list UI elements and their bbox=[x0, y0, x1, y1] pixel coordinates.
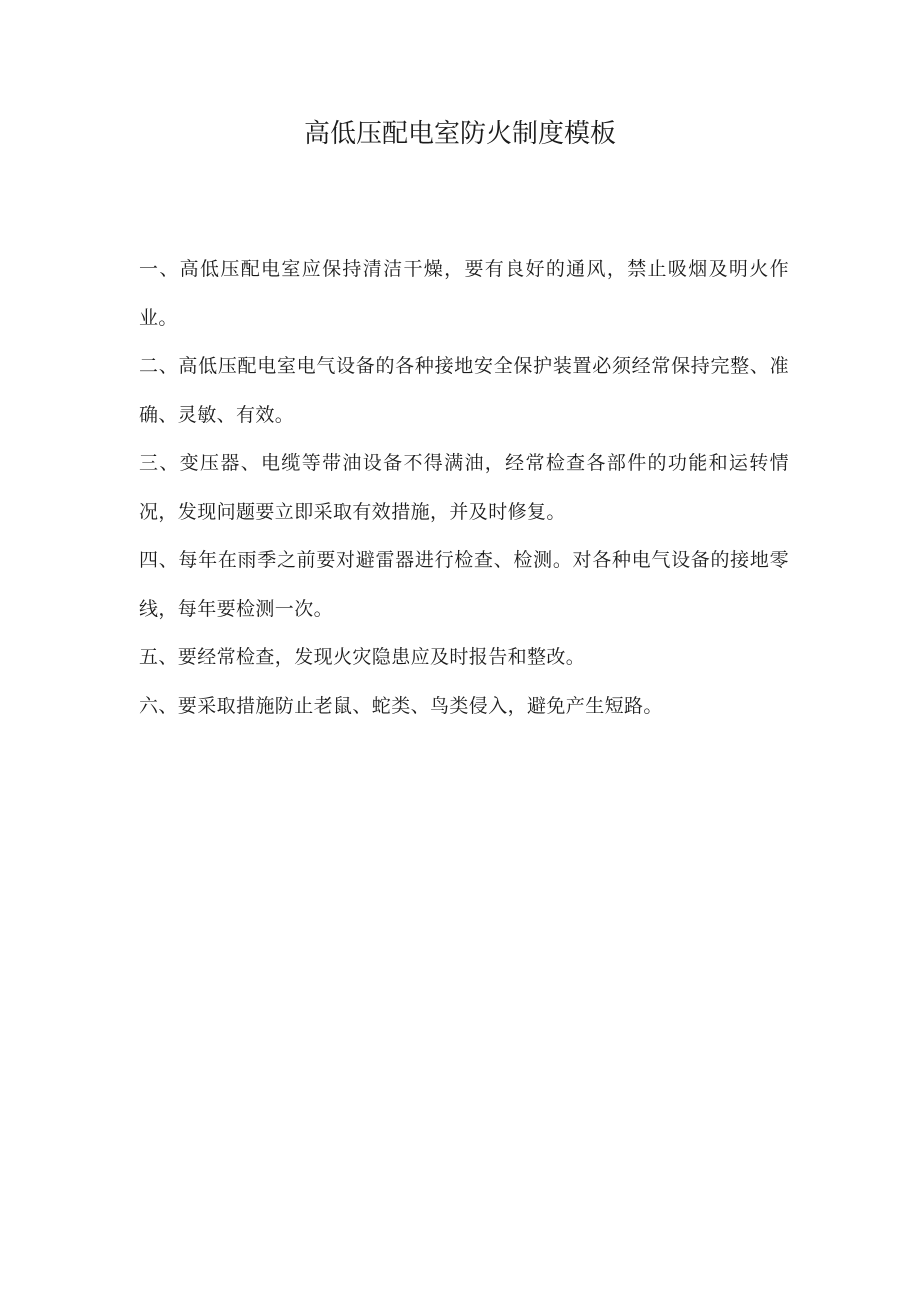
clause-1: 一、高低压配电室应保持清洁干燥，要有良好的通风，禁止吸烟及明火作业。 bbox=[139, 258, 789, 329]
clause-4: 四、每年在雨季之前要对避雷器进行检查、检测。对各种电气设备的接地零线，每年要检测一次。 bbox=[139, 549, 789, 620]
clause-list bbox=[139, 245, 789, 730]
clause-3: 三、变压器、电缆等带油设备不得满油，经常检查各部件的功能和运转情况，发现问题要立即采取有效措施，并及时修复。 bbox=[139, 452, 789, 523]
clause-5: 五、要经常检查，发现火灾隐患应及时报告和整改。 bbox=[139, 646, 586, 668]
document-title: 高低压配电室防火制度模板 bbox=[303, 119, 616, 149]
clause-6: 六、要采取措施防止老鼠、蛇类、鸟类侵入，避免产生短路。 bbox=[139, 694, 663, 717]
clause-2: 二、高低压配电室电气设备的各种接地安全保护装置必须经常保持完整、准确、灵敏、有效。 bbox=[139, 355, 789, 426]
